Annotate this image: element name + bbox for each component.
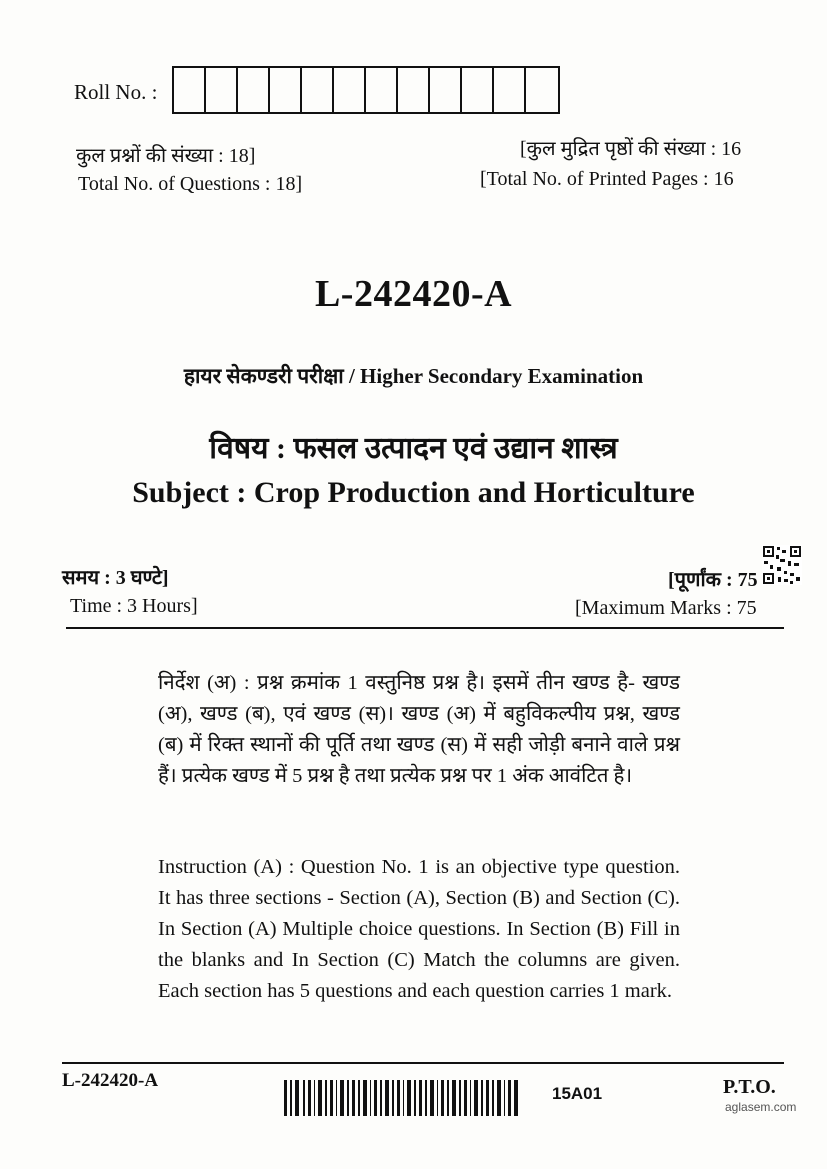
header-divider [66,627,784,629]
total-questions-hindi: कुल प्रश्नों की संख्या : 18] [76,145,256,167]
roll-number-label: Roll No. : [74,80,158,104]
subject-hindi: विषय : फसल उत्पादन एवं उद्यान शास्त्र [209,432,618,465]
roll-number-box[interactable] [206,68,238,112]
roll-number-box[interactable] [270,68,302,112]
max-marks-hindi: [पूर्णांक : 75 [668,569,758,591]
total-questions-english: Total No. of Questions : 18] [78,173,303,195]
roll-number-box[interactable] [462,68,494,112]
roll-number-box[interactable] [302,68,334,112]
printed-pages-english: [Total No. of Printed Pages : 16 [480,168,734,190]
max-marks-english: [Maximum Marks : 75 [575,597,757,619]
footer-paper-code: L-242420-A [62,1070,159,1091]
roll-number-box[interactable] [174,68,206,112]
roll-number-box[interactable] [334,68,366,112]
roll-number-box[interactable] [526,68,558,112]
barcode-number: 15A01 [552,1084,603,1103]
paper-code: L-242420-A [314,273,513,315]
pto-label: P.T.O. [723,1076,776,1098]
qr-code [762,545,802,585]
time-hindi: समय : 3 घण्टे] [62,567,169,589]
subject-english: Subject : Crop Production and Horticulture [132,476,695,509]
barcode [284,1080,520,1116]
printed-pages-hindi: [कुल मुद्रित पृष्ठों की संख्या : 16 [520,138,742,160]
instruction-english: Instruction (A) : Question No. 1 is an objective type question. It has three sections - Section (A), Section (B) and Section (C). In Section (A) Multiple choice questions. In Section (B) Fill in the blanks and In Section (C) Match the columns are given. Each section has 5 questions and each question carries 1 mark. [158,856,680,1002]
exam-title: हायर सेकण्डरी परीक्षा / Higher Secondary Examination [183,364,644,388]
roll-number-box[interactable] [494,68,526,112]
instruction-hindi: निर्देश (अ) : प्रश्न क्रमांक 1 वस्तुनिष्ठ प्रश्न है। इसमें तीन खण्ड है- खण्ड (अ), खण्ड (ब), एवं खण्ड (स)। खण्ड (अ) में बहुविकल्पीय प्रश्न, खण्ड (ब) में रिक्त स्थानों की पूर्ति तथा खण्ड (स) में सही जोड़ी बनाने वाले प्रश्न हैं। प्रत्येक खण्ड में 5 प्रश्न है तथा प्रत्येक प्रश्न पर 1 अंक आवंटित है। [158,672,680,787]
roll-number-box[interactable] [430,68,462,112]
footer-divider [62,1062,784,1064]
roll-number-boxes[interactable] [172,66,560,114]
roll-number-box[interactable] [238,68,270,112]
roll-number-box[interactable] [398,68,430,112]
roll-number-box[interactable] [366,68,398,112]
time-english: Time : 3 Hours] [70,595,198,617]
watermark: aglasem.com [725,1100,797,1114]
